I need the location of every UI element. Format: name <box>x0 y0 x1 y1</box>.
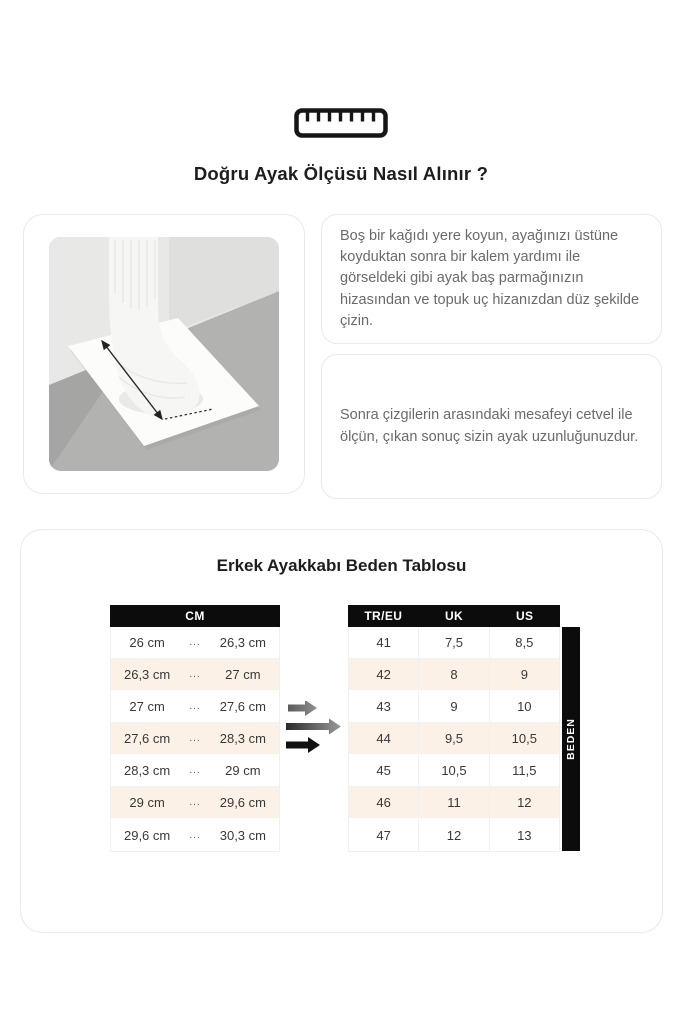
foot-photo-card <box>23 214 305 494</box>
table-cell: ... <box>189 701 201 712</box>
size-table-body <box>348 627 560 852</box>
table-cell: 8 <box>418 659 488 690</box>
foot-measurement-photo <box>49 237 279 471</box>
table-cell: 30,3 cm <box>219 827 266 843</box>
table-cell: 10,5 <box>418 755 488 786</box>
table-cell: 29,6 cm <box>219 795 266 810</box>
size-chart-card <box>20 529 663 933</box>
table-cell: 41 <box>376 635 391 650</box>
table-cell: 9,5 <box>418 723 488 754</box>
table-cell: 29 cm <box>225 763 261 778</box>
table-cell: 47 <box>376 827 391 843</box>
table-cell: ... <box>189 733 201 744</box>
step-card-measure-distance <box>321 354 662 499</box>
table-cell: 43 <box>376 699 391 714</box>
table-row <box>349 723 559 755</box>
cm-table-body <box>110 627 280 852</box>
table-cell: 27,6 cm <box>123 731 171 746</box>
table-cell: 9 <box>489 659 559 690</box>
conversion-arrows-icon <box>280 605 348 753</box>
table-row <box>349 659 559 691</box>
cm-table-header: CM <box>110 605 280 627</box>
size-conversion-table <box>348 605 560 852</box>
table-cell: 9 <box>418 691 488 722</box>
col-header-us: US <box>515 609 534 623</box>
table-row <box>349 755 559 787</box>
step-text-1: Boş bir kağıdı yere koyun, ayağınızı üstüne koyduktan sonra bir kalem yardımı ile görseldeki gibi ayak baş parmağınızın hizasından ve topuk uç hizanızdan düz şekilde çizin. <box>340 228 640 329</box>
table-cell: 12 <box>489 787 559 818</box>
step-text-2: Sonra çizgilerin arasındaki mesafeyi cetvel ile ölçün, çıkan sonuç sizin ayak uzunluğunuzdur. <box>340 407 639 445</box>
size-tables-row <box>110 605 662 852</box>
cm-table <box>110 605 280 852</box>
step-card-draw-outline <box>321 214 662 344</box>
table-cell: ... <box>189 829 201 841</box>
table-cell: 28,3 cm <box>219 731 266 746</box>
table-cell: 27 cm <box>129 699 165 714</box>
table-cell: 28,3 cm <box>123 763 171 778</box>
table-cell: 29 cm <box>129 795 165 810</box>
size-chart-title: Erkek Ayakkabı Beden Tablosu <box>216 556 467 575</box>
table-cell: ... <box>189 637 201 648</box>
ruler-icon <box>294 108 388 138</box>
table-cell: 10 <box>489 691 559 722</box>
table-row <box>111 755 279 787</box>
table-cell: 27 cm <box>225 667 261 682</box>
col-header-tr-eu: TR/EU <box>364 609 403 623</box>
table-row <box>111 787 279 819</box>
table-row <box>111 819 279 851</box>
table-cell: 10,5 <box>489 723 559 754</box>
table-row <box>349 787 559 819</box>
instruction-steps <box>321 214 662 499</box>
table-cell: 26,3 cm <box>123 667 171 682</box>
table-row <box>111 659 279 691</box>
table-row <box>349 691 559 723</box>
beden-side-label: BEDEN <box>562 627 580 851</box>
table-cell: ... <box>189 797 201 808</box>
table-cell: 44 <box>376 731 391 746</box>
table-cell: 27,6 cm <box>219 699 266 714</box>
table-cell: 12 <box>418 819 488 851</box>
table-cell: 26,3 cm <box>219 635 266 650</box>
table-cell: 8,5 <box>489 627 559 658</box>
table-cell: 45 <box>376 763 391 778</box>
page-title: Doğru Ayak Ölçüsü Nasıl Alınır ? <box>193 163 489 184</box>
table-cell: 26 cm <box>129 635 165 650</box>
table-cell: 7,5 <box>418 627 488 658</box>
page-header <box>0 0 682 185</box>
table-row <box>349 627 559 659</box>
table-cell: 42 <box>376 667 391 682</box>
table-cell: ... <box>189 669 201 680</box>
table-cell: 46 <box>376 795 391 810</box>
table-row <box>111 723 279 755</box>
table-row <box>111 627 279 659</box>
table-cell: 11,5 <box>489 755 559 786</box>
size-table-header <box>348 605 560 627</box>
howto-section <box>23 214 662 499</box>
table-cell: 13 <box>489 819 559 851</box>
table-row <box>111 691 279 723</box>
col-header-uk: UK <box>444 609 464 623</box>
table-cell: ... <box>189 765 201 776</box>
table-cell: 11 <box>418 787 488 818</box>
table-cell: 29,6 cm <box>123 827 171 843</box>
table-row <box>349 819 559 851</box>
